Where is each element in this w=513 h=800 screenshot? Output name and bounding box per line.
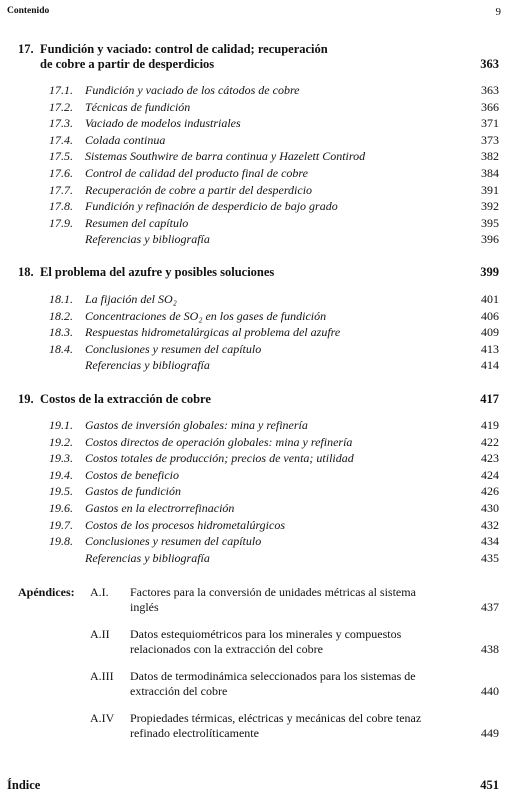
toc-entry xyxy=(49,99,499,116)
appendix-number: A.III xyxy=(90,669,114,683)
header-title: Contenido xyxy=(7,6,50,16)
section-number: 17.7. xyxy=(49,182,73,197)
appendix-page: 449 xyxy=(481,726,499,740)
chapter-17-sections xyxy=(49,82,499,248)
section-title: Costos directos de operación globales: mina y refinería xyxy=(85,434,353,449)
toc-entry xyxy=(49,231,499,248)
section-number: 17.6. xyxy=(49,165,73,180)
section-title: Vaciado de modelos industriales xyxy=(85,116,241,131)
toc-entry xyxy=(49,417,499,434)
section-title: Costos totales de producción; precios de venta; utilidad xyxy=(85,451,354,466)
section-page: 371 xyxy=(481,116,499,131)
section-title: Recuperación de cobre a partir del desperdicio xyxy=(85,182,313,197)
section-page: 419 xyxy=(481,418,499,432)
section-page: 430 xyxy=(481,500,499,515)
section-number: 17.8. xyxy=(49,199,73,214)
appendix-page: 438 xyxy=(481,642,499,656)
chapter-number: 17. xyxy=(18,42,34,56)
toc-entry xyxy=(49,308,499,325)
section-number: 19.2. xyxy=(49,434,73,449)
section-title: Concentraciones de SO₂ en los gases de fundición xyxy=(85,308,327,323)
section-title: Conclusiones y resumen del capítulo xyxy=(85,534,262,549)
section-page: 401 xyxy=(481,292,499,306)
section-page: 396 xyxy=(481,232,499,247)
appendix-number: A.IV xyxy=(90,711,115,725)
appendices-label: Apéndices: xyxy=(18,585,75,599)
running-header xyxy=(7,6,501,20)
section-page: 413 xyxy=(481,341,499,356)
index-label: Índice xyxy=(7,778,41,792)
section-number: 17.9. xyxy=(49,215,73,230)
section-number: 17.1. xyxy=(49,83,73,97)
chapter-19-sections xyxy=(49,417,499,566)
appendix-title: Factores para la conversión de unidades métricas al sistema inglés xyxy=(130,585,416,614)
section-page: 382 xyxy=(481,149,499,164)
toc-entry xyxy=(49,341,499,358)
section-page: 384 xyxy=(481,165,499,180)
section-title: Costos de los procesos hidrometalúrgicos xyxy=(85,517,285,532)
section-number: 17.2. xyxy=(49,99,73,114)
section-page: 406 xyxy=(481,308,499,323)
toc-entry xyxy=(49,467,499,484)
section-number: 19.3. xyxy=(49,451,73,466)
toc-entry xyxy=(49,115,499,132)
section-title: Fundición y refinación de desperdicio de bajo grado xyxy=(85,199,338,214)
chapter-title-line1: El problema del azufre y posibles soluciones xyxy=(40,265,275,279)
section-title: Resumen del capítulo xyxy=(85,215,189,230)
section-title: Referencias y bibliografía xyxy=(85,232,210,247)
section-number: 17.4. xyxy=(49,132,73,147)
chapter-title-line1: Costos de la extracción de cobre xyxy=(40,392,211,406)
section-number: 17.5. xyxy=(49,149,73,164)
section-number: 19.8. xyxy=(49,534,73,549)
toc-entry xyxy=(49,182,499,199)
section-title: Sistemas Southwire de barra continua y Hazelett Contirod xyxy=(85,149,366,164)
section-page: 366 xyxy=(481,99,499,114)
toc-entry xyxy=(49,550,499,567)
section-number: 17.3. xyxy=(49,116,73,131)
chapter-page: 399 xyxy=(480,265,499,279)
section-page: 434 xyxy=(481,534,499,549)
section-page: 432 xyxy=(481,517,499,532)
toc-entry xyxy=(49,533,499,550)
section-title: Conclusiones y resumen del capítulo xyxy=(85,341,262,356)
appendix-title: Propiedades térmicas, eléctricas y mecánicas del cobre tenaz refinado electrolíticamente xyxy=(130,711,422,740)
section-page: 424 xyxy=(481,467,499,482)
toc-entry xyxy=(49,517,499,534)
section-page: 392 xyxy=(481,199,499,214)
toc-entry xyxy=(49,148,499,165)
toc-entry xyxy=(49,165,499,182)
appendix-page: 437 xyxy=(481,600,499,614)
section-title: Gastos de inversión globales: mina y refinería xyxy=(85,418,308,432)
section-page: 391 xyxy=(481,182,499,197)
section-title: Respuestas hidrometalúrgicas al problema del azufre xyxy=(85,325,341,340)
chapter-title-line1: Fundición y vaciado: control de calidad; recuperación xyxy=(40,42,328,56)
chapter-page: 363 xyxy=(480,57,499,71)
toc-entry xyxy=(49,82,499,99)
section-page: 423 xyxy=(481,451,499,466)
toc-entry xyxy=(49,215,499,232)
section-number: 18.2. xyxy=(49,308,73,323)
section-title: Control de calidad del producto final de cobre xyxy=(85,165,308,180)
index-page: 451 xyxy=(480,778,499,792)
appendix-title: Datos de termodinámica seleccionados para los sistemas de extracción del cobre xyxy=(130,669,416,698)
section-page: 409 xyxy=(481,325,499,340)
appendices xyxy=(18,585,499,741)
chapter-18-heading xyxy=(18,265,499,280)
toc-entry xyxy=(49,291,499,308)
section-title: La fijación del SO₂ xyxy=(85,292,177,306)
toc-entry xyxy=(49,132,499,149)
section-number: 18.3. xyxy=(49,325,73,340)
section-number: 18.4. xyxy=(49,341,73,356)
section-title: Colada continua xyxy=(85,132,166,147)
section-title: Referencias y bibliografía xyxy=(85,358,210,373)
section-page: 363 xyxy=(481,83,499,97)
section-title: Técnicas de fundición xyxy=(85,99,191,114)
header-page-number: 9 xyxy=(495,6,501,18)
appendix-title: Datos estequiométricos para los minerales y compuestos relacionados con la extracción del cobre xyxy=(130,627,402,656)
toc-entry xyxy=(49,198,499,215)
appendix-page: 440 xyxy=(481,684,499,698)
section-number: 19.6. xyxy=(49,500,73,515)
toc-entry xyxy=(49,324,499,341)
appendix-number: A.II xyxy=(90,627,110,641)
chapter-18-sections xyxy=(49,291,499,374)
section-number: 19.5. xyxy=(49,484,73,499)
chapter-17-heading xyxy=(18,42,499,72)
chapter-19-heading xyxy=(18,392,499,407)
section-number: 19.7. xyxy=(49,517,73,532)
section-page: 435 xyxy=(481,550,499,565)
toc-entry xyxy=(49,434,499,451)
section-page: 422 xyxy=(481,434,499,449)
chapter-page: 417 xyxy=(480,392,499,406)
toc-entry xyxy=(49,500,499,517)
section-number: 19.1. xyxy=(49,418,73,432)
section-page: 414 xyxy=(481,358,499,373)
chapter-number: 18. xyxy=(18,265,34,279)
appendix-entry xyxy=(90,627,499,657)
section-page: 395 xyxy=(481,215,499,230)
appendix-entry xyxy=(90,669,499,699)
appendix-entry xyxy=(90,711,499,741)
appendix-number: A.I. xyxy=(90,585,109,599)
section-title: Gastos de fundición xyxy=(85,484,181,499)
chapter-title-line2: de cobre a partir de desperdicios xyxy=(40,57,215,71)
section-page: 373 xyxy=(481,132,499,147)
section-title: Costos de beneficio xyxy=(85,467,179,482)
toc-entry xyxy=(49,483,499,500)
index-entry xyxy=(7,778,499,793)
section-title: Fundición y vaciado de los cátodos de cobre xyxy=(85,83,300,97)
toc-entry xyxy=(49,450,499,467)
section-number: 18.1. xyxy=(49,292,73,306)
appendix-entry xyxy=(90,585,499,615)
section-title: Gastos en la electrorrefinación xyxy=(85,500,235,515)
section-number: 19.4. xyxy=(49,467,73,482)
toc-entry xyxy=(49,357,499,374)
section-page: 426 xyxy=(481,484,499,499)
chapter-number: 19. xyxy=(18,392,34,406)
section-title: Referencias y bibliografía xyxy=(85,550,210,565)
